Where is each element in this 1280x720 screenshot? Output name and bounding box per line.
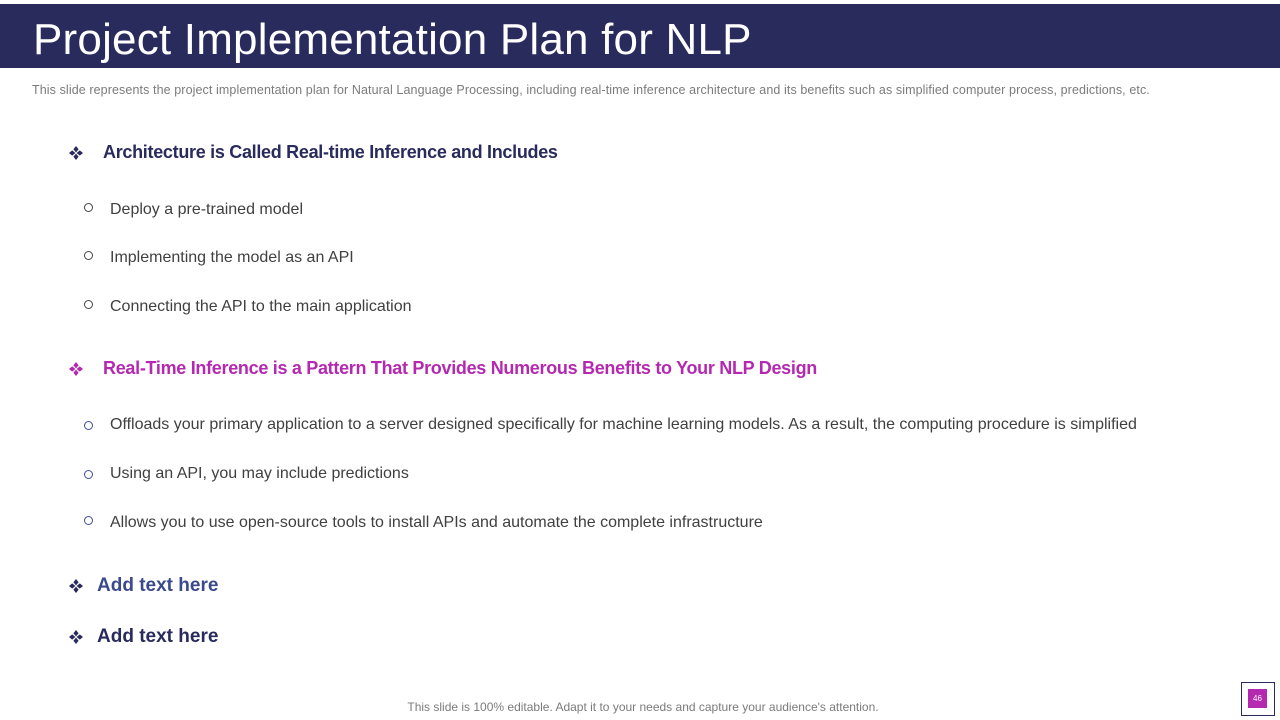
section-heading-architecture xyxy=(68,142,558,163)
list-item xyxy=(84,297,412,317)
slide-title: Project Implementation Plan for NLP xyxy=(33,15,752,64)
section-heading-text: Real-Time Inference is a Pattern That Provides Numerous Benefits to Your NLP Design xyxy=(103,358,817,378)
section-heading-text: Add text here xyxy=(97,626,219,647)
list-item-text: Deploy a pre-trained model xyxy=(110,201,303,218)
list-item xyxy=(84,464,409,484)
page-number-box xyxy=(1241,682,1275,716)
page-number: 46 xyxy=(1248,689,1267,708)
section-heading-placeholder xyxy=(68,575,218,597)
section-heading-benefits xyxy=(68,358,817,379)
list-item xyxy=(84,248,354,268)
four-diamond-icon xyxy=(68,578,84,594)
slide-footer: This slide is 100% editable. Adapt it to your needs and capture your audience's attention. xyxy=(407,700,879,714)
section-heading-placeholder xyxy=(68,626,218,648)
hollow-circle-icon xyxy=(84,516,93,525)
section-heading-text: Architecture is Called Real-time Inference and Includes xyxy=(103,142,558,162)
list-item xyxy=(84,513,763,533)
list-item-text: Offloads your primary application to a server designed specifically for machine learning models. As a result, the computing procedure is simplified xyxy=(110,416,1137,433)
four-diamond-icon xyxy=(68,361,84,377)
section-heading-text: Add text here xyxy=(97,575,219,596)
list-item-text: Connecting the API to the main application xyxy=(110,298,412,315)
list-item-text: Using an API, you may include predictions xyxy=(110,465,409,482)
hollow-circle-icon xyxy=(84,203,93,212)
list-item-text: Allows you to use open-source tools to install APIs and automate the complete infrastructure xyxy=(110,514,763,531)
four-diamond-icon xyxy=(68,629,84,645)
slide-subtitle: This slide represents the project implementation plan for Natural Language Processing, including real-time inference architecture and its benefits such as simplified computer process, predictions, etc. xyxy=(32,83,1150,97)
list-item-text: Implementing the model as an API xyxy=(110,249,354,266)
list-item xyxy=(84,200,303,220)
hollow-circle-icon xyxy=(84,300,93,309)
four-diamond-icon xyxy=(68,145,84,161)
list-item xyxy=(84,415,1137,435)
hollow-circle-icon xyxy=(84,421,93,430)
hollow-circle-icon xyxy=(84,251,93,260)
hollow-circle-icon xyxy=(84,470,93,479)
title-bar xyxy=(0,4,1280,68)
